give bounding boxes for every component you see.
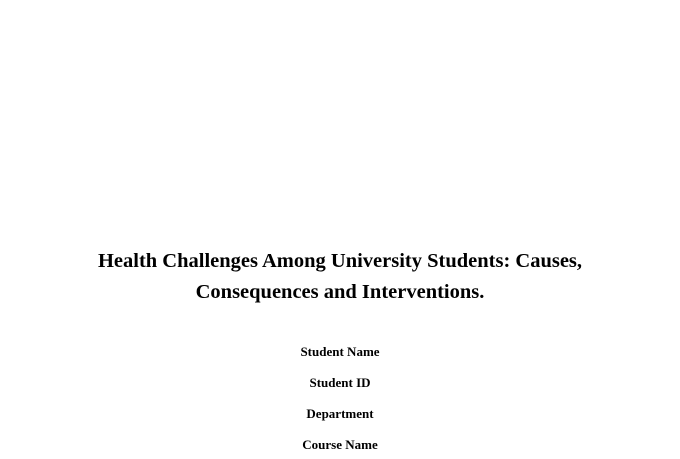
department-label: Department [306,406,374,421]
course-name-label: Course Name [302,437,378,452]
document-title-line-1: Health Challenges Among University Students: Causes, [97,250,583,272]
document-title-line-2: Consequences and Interventions. [195,281,485,303]
document-title [40,246,640,308]
student-id-label: Student ID [309,375,371,390]
student-name-label: Student Name [300,344,380,359]
